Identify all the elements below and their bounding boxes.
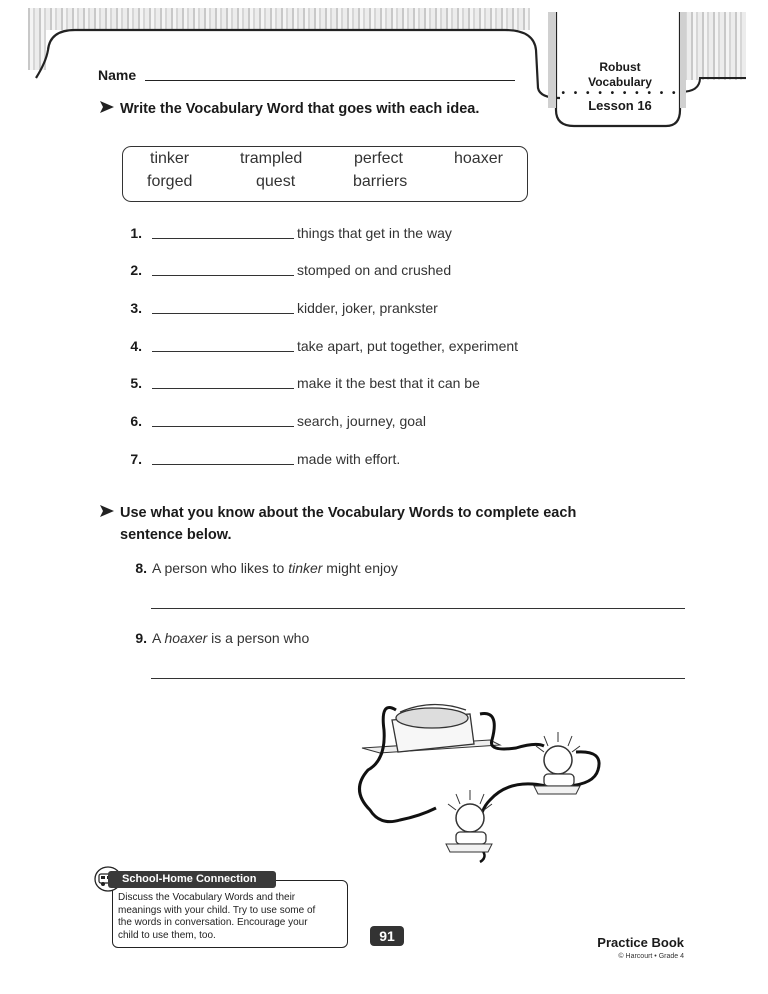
item-clue: make it the best that it can be (297, 375, 480, 391)
sentence-text: A person who likes to (152, 560, 289, 576)
item-number: 2. (130, 262, 142, 278)
part2-instruction-line2: sentence below. (120, 527, 232, 543)
item-number: 6. (130, 413, 142, 429)
word-bank-item: quest (256, 173, 296, 190)
part1-instruction: Write the Vocabulary Word that goes with each idea. (120, 101, 480, 117)
page-number: 91 (370, 926, 404, 946)
sentence-vocab-word: hoaxer (164, 630, 208, 646)
vocabulary-badge (560, 60, 680, 113)
answer-line[interactable] (152, 426, 294, 427)
sentence-vocab-word: tinker (288, 560, 323, 576)
item-clue: kidder, joker, prankster (297, 300, 438, 316)
answer-line[interactable] (152, 388, 294, 389)
sentence-prompt (152, 560, 398, 576)
word-bank-item: trampled (240, 150, 303, 167)
badge-dots: • • • • • • • • • • (561, 88, 679, 99)
part2-instruction-line1: Use what you know about the Vocabulary Words to complete each (120, 505, 577, 521)
item-clue: stomped on and crushed (297, 262, 452, 278)
item-number: 7. (130, 451, 142, 467)
school-home-line: Discuss the Vocabulary Words and their (118, 892, 296, 903)
word-bank-item: tinker (150, 150, 190, 167)
item-number: 8. (135, 560, 147, 576)
answer-line[interactable] (152, 238, 294, 239)
pointer-arrow-icon (99, 503, 115, 519)
school-home-line: meanings with your child. Try to use some of (118, 904, 316, 916)
answer-line[interactable] (152, 464, 294, 465)
answer-line[interactable] (151, 678, 685, 679)
name-input-line[interactable] (145, 80, 515, 81)
answer-line[interactable] (152, 275, 294, 276)
item-clue: things that get in the way (297, 225, 452, 241)
sentence-text: might enjoy (322, 560, 398, 576)
item-clue: search, journey, goal (297, 413, 426, 429)
sentence-prompt (152, 630, 309, 646)
school-home-connection-text (118, 892, 346, 942)
sentence-text: is a person who (207, 630, 310, 646)
item-clue: take apart, put together, experiment (297, 338, 519, 354)
pointer-arrow-icon (99, 99, 115, 115)
item-number: 4. (130, 338, 142, 354)
school-home-line: the words in conversation. Encourage your (118, 917, 308, 928)
circuit-illustration (340, 690, 620, 870)
badge-robust: Robust (599, 60, 641, 74)
school-home-line: child to use them, too. (118, 929, 216, 941)
item-number: 5. (130, 375, 142, 391)
item-number: 1. (130, 225, 142, 241)
item-clue: made with effort. (297, 451, 401, 467)
item-number: 3. (130, 300, 142, 316)
school-home-connection-title: School-Home Connection (108, 871, 276, 888)
word-bank-item: perfect (354, 150, 403, 167)
sentence-text: A (152, 630, 165, 646)
part2-instruction (120, 502, 576, 546)
item-number: 9. (135, 630, 147, 646)
copyright-line: © Harcourt • Grade 4 (618, 953, 684, 960)
answer-line[interactable] (152, 313, 294, 314)
badge-vocabulary: Vocabulary (588, 75, 652, 89)
word-bank-item: hoaxer (454, 150, 503, 167)
answer-line[interactable] (152, 351, 294, 352)
word-bank-item: forged (147, 173, 193, 190)
word-bank-item: barriers (353, 173, 408, 190)
name-label: Name (98, 67, 137, 83)
badge-lesson: Lesson 16 (588, 98, 652, 113)
answer-line[interactable] (151, 608, 685, 609)
practice-book-title: Practice Book (597, 935, 684, 950)
